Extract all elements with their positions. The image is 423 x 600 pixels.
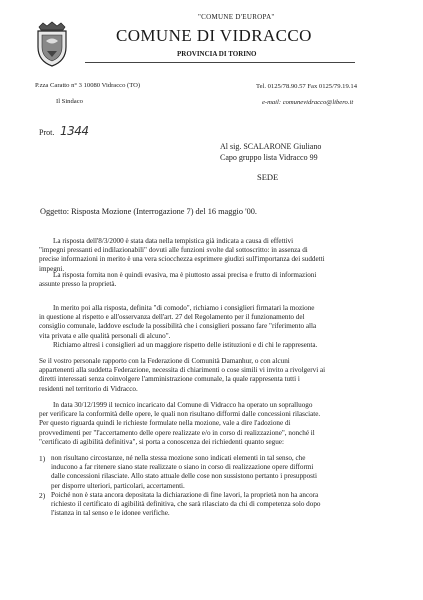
municipal-crest-icon [33, 21, 71, 67]
list-item [39, 454, 401, 491]
protocol-number: 1344 [60, 124, 89, 138]
text-line: dalle concessioni rilasciate. Allo stato attuale delle cose non sussistono pertanto i presupposti [51, 472, 317, 481]
subject-line: Oggetto: Risposta Mozione (Interrogazione 7) del 16 maggio '00. [40, 207, 257, 216]
text-line: consiglio comunale, laddove esclude la possibilità che i consiglieri possano fare "riferimento alla [39, 322, 317, 331]
paragraph-1 [39, 237, 401, 274]
text-line: assunte presso la proprietà. [39, 280, 117, 289]
text-line: Se il vostro personale rapporto con la Federazione di Comunità Damanhur, o con alcuni [39, 357, 290, 365]
text-line: In merito poi alla risposta, definita "di comodo", richiamo i consiglieri firmatari la mozione [53, 304, 315, 312]
text-line: non risultano circostanze, né nella stessa mozione sono indicati elementi in tal senso, che [51, 454, 306, 462]
letterhead-province: PROVINCIA DI TORINO [177, 50, 257, 58]
recipient-name: Al sig. SCALARONE Giuliano [220, 142, 322, 151]
text-line: per verificare la conformità delle opere, le quali non risultano difformi dalle concessioni rilasciate. [39, 410, 321, 419]
text-line: l'istanza in tal senso e le idonee verifiche. [51, 509, 170, 518]
text-line: appartenenti alla suddetta Federazione, necessita di chiarimenti o cose simili vi invito a rivolgervi ai [39, 366, 326, 375]
phone-fax-line: Tel. 0125/78.90.57 Fax 0125/79.19.14 [256, 83, 358, 90]
text-line: vita privata e alle qualità personali di alcuno". [39, 331, 171, 340]
text-line: in questione al rispetto e all'osservanza dell'art. 27 del Regolamento per il funzionamento del [39, 313, 305, 322]
text-line: provvedimenti per "l'accertamento delle opere realizzate e/o in corso di realizzazione", nonché il [39, 428, 315, 437]
text-line: precise informazioni in merito è una vera sciocchezza esprimere giudizi sull'importanza dei suddetti [39, 255, 325, 264]
list-marker: 1) [39, 454, 46, 463]
text-line: diretti interessati senza coinvolgere l'amministrazione comunale, la quale rappresenta tutti i [39, 375, 300, 384]
text-line: residenti nel territorio di Vidracco. [39, 384, 138, 393]
text-line: Richiamo altresì i consiglieri ad un maggiore rispetto delle istituzioni e di chi le rappresenta. [53, 340, 318, 349]
paragraph-2 [39, 271, 401, 289]
text-line: La risposta dell'8/3/2000 è stata data nella tempistica già indicata a causa di effettivi [53, 237, 294, 245]
paragraph-4 [39, 357, 401, 394]
text-line: Per questo riguarda quindi le richieste formulate nella mozione, vale a dire l'adozione di [39, 419, 291, 428]
office-label: Il Sindaco [56, 98, 83, 105]
text-line: La risposta fornita non è quindi evasiva, ma è piuttosto assai precisa e frutto di informazioni [53, 271, 317, 279]
text-line: per disporre ulteriori, particolari, accertamenti. [51, 481, 185, 490]
recipient-role: Capo gruppo lista Vidracco 99 [220, 153, 318, 162]
text-line: "certificato di agibilità definitiva", si porta a conoscenza dei richiedenti quanto segue: [39, 437, 284, 446]
letterhead-title: COMUNE DI VIDRACCO [116, 26, 312, 45]
list-marker: 2) [39, 490, 46, 500]
text-line: impegni. [39, 264, 65, 273]
protocol-label: Prot. [39, 128, 55, 137]
recipient-place: SEDE [257, 172, 279, 182]
text-line: richiesto il certificato di agibilità definitiva, che sarà rilasciato da chi di competenza solo dopo [51, 500, 321, 509]
address-line: P.zza Caratto n° 3 10080 Vidracco (TO) [35, 82, 141, 89]
list-item [39, 490, 401, 519]
numbered-list [39, 454, 401, 518]
text-line: inducono a far ritenere siano state realizzate o siano in corso di realizzazione opere difformi [51, 463, 314, 472]
text-line: "impegni pressanti ed indilazionabili" dovuti alle funzioni svolte dal sottoscritto: in assenza di [39, 246, 308, 255]
email-line: e-mail: comunevidracco@libero.it [262, 99, 354, 106]
letterhead-tagline: "COMUNE D'EUROPA" [198, 13, 275, 21]
text-line: Poiché non è stata ancora depositata la dichiarazione di fine lavori, la proprietà non ha ancora [51, 490, 319, 499]
letterhead-divider [85, 62, 355, 63]
paragraph-3 [39, 304, 401, 350]
text-line: In data 30/12/1999 il tecnico incaricato dal Comune di Vidracco ha operato un sopralluogo [53, 401, 313, 409]
paragraph-5 [39, 401, 401, 447]
